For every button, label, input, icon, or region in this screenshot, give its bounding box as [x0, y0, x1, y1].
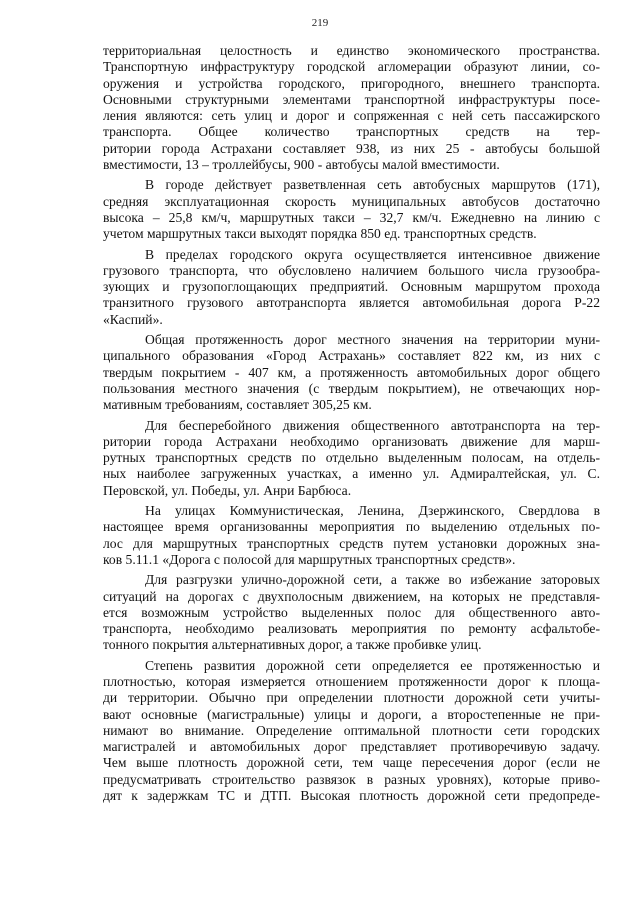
text-line: предусматривать строительство развязок в разных уровнях), которые приво- [103, 771, 600, 787]
text-line: зующих и грузопоглощающих предприятий. Основным маршрутом прохода [103, 279, 600, 295]
text-line: ритории города Астрахани составляет 938, из них 25 - автобусы большой [103, 140, 600, 156]
paragraph [103, 658, 600, 805]
text-line: территориальная целостность и единство экономического пространства. [103, 43, 600, 58]
text-line: мативным требованиям, составляет 305,25 км. [103, 397, 372, 413]
text-line: Общая протяженность дорог местного значения на территории муни- [145, 332, 600, 348]
text-line: грузового транспорта, что обусловлено наличием большого числа грузообра- [103, 262, 600, 278]
text-line: Основными структурными элементами транспортной инфраструктуры посе- [103, 91, 600, 107]
text-line: В пределах городского округа осуществляется интенсивное движение [145, 246, 600, 262]
text-line: плотностью, которая измеряется отношением протяженности дорог к площа- [103, 673, 600, 689]
text-line: нимают во внимание. Определение оптимальной плотности сети городских [103, 722, 600, 738]
text-line: тонного покрытия альтернативных дорог, а также пробивке улиц. [103, 637, 482, 653]
body-text [103, 43, 600, 804]
text-line: пользования местного значения (с твердым покрытием), не отвечающих нор- [103, 380, 600, 396]
text-line: ется возможным устройство выделенных полос для общественного авто- [103, 604, 600, 620]
text-line: Для бесперебойного движения общественного автотранспорта на тер- [145, 417, 600, 433]
paragraph [103, 332, 600, 413]
paragraph [103, 247, 600, 328]
text-line: ных наиболее загруженных участках, а именно ул. Адмиралтейская, ул. С. [103, 466, 600, 482]
text-line: ков 5.11.1 «Дорога с полосой для маршрутных транспортных средств». [103, 551, 516, 567]
text-line: средняя эксплуатационная скорость муниципальных автобусов достаточно [103, 193, 600, 209]
text-line: транзитного грузового автотранспорта является автомобильная дорога Р-22 [103, 295, 600, 311]
text-line: рутных транспортных средств по отдельно выделенным полосам, на отдель- [103, 450, 600, 466]
page-number: 219 [311, 17, 329, 29]
paragraph [103, 572, 600, 653]
text-line: вают основные (магистральные) улицы и дороги, а второстепенные не при- [103, 706, 600, 722]
text-line: На улицах Коммунистическая, Ленина, Дзержинского, Свердлова в [145, 503, 600, 519]
text-line: «Каспий». [103, 311, 163, 327]
paragraph [103, 177, 600, 242]
paragraph [103, 503, 600, 568]
text-line: Степень развития дорожной сети определяется ее протяженностью и [145, 657, 600, 673]
text-line: Перовской, ул. Победы, ул. Анри Барбюса. [103, 482, 352, 498]
text-line: транспорта, необходимо реализовать мероприятия по ремонту асфальтобе- [103, 621, 600, 637]
text-line: Чем выше плотность дорожной сети, тем чаще пересечения дорог (если не [103, 755, 600, 771]
text-line: ципального образования «Город Астрахань» составляет 822 км, из них с [103, 348, 600, 364]
text-line: дят к задержкам ТС и ДТП. Высокая плотность дорожной сети предопреде- [103, 788, 600, 804]
text-line: твердым покрытием - 407 км, а протяженность автомобильных дорог общего [103, 364, 600, 380]
text-line: лос для маршрутных транспортных средств путем установки дорожных зна- [103, 535, 600, 551]
text-line: ситуаций на дорогах с двухполосным движением, на которых не представля- [103, 588, 600, 604]
text-line: ди территории. Обычно при определении плотности дорожной сети учиты- [103, 690, 600, 706]
text-line: ления являются: сеть улиц и дорог и сопряженная с ней сеть пассажирского [103, 108, 600, 124]
text-line: настоящее время организованны мероприятия по выделению отдельных по- [103, 519, 600, 535]
text-line: транспорта. Общее количество транспортных средств на тер- [103, 124, 600, 140]
text-line: Для разгрузки улично-дорожной сети, а также во избежание заторовых [145, 572, 600, 588]
paragraph [103, 43, 600, 173]
text-line: оружения и устройства городского, пригородного, внешнего транспорта. [103, 75, 600, 91]
text-line: высока – 25,8 км/ч, маршрутных такси – 32,7 км/ч. Ежедневно на линию с [103, 209, 600, 225]
text-line: вместимости, 13 – троллейбусы, 900 - автобусы малой вместимости. [103, 157, 500, 173]
paragraph [103, 418, 600, 499]
text-line: учетом маршрутных такси выходят порядка 850 ед. транспортных средств. [103, 226, 537, 242]
text-line: Транспортную инфраструктуру городской агломерации образуют линии, со- [103, 59, 600, 75]
text-line: магистралей и автомобильных дорог представляет противоречивую задачу. [103, 739, 600, 755]
text-line: ритории города Астрахани необходимо организовать движение для марш- [103, 433, 600, 449]
text-line: В городе действует разветвленная сеть автобусных маршрутов (171), [145, 177, 600, 193]
